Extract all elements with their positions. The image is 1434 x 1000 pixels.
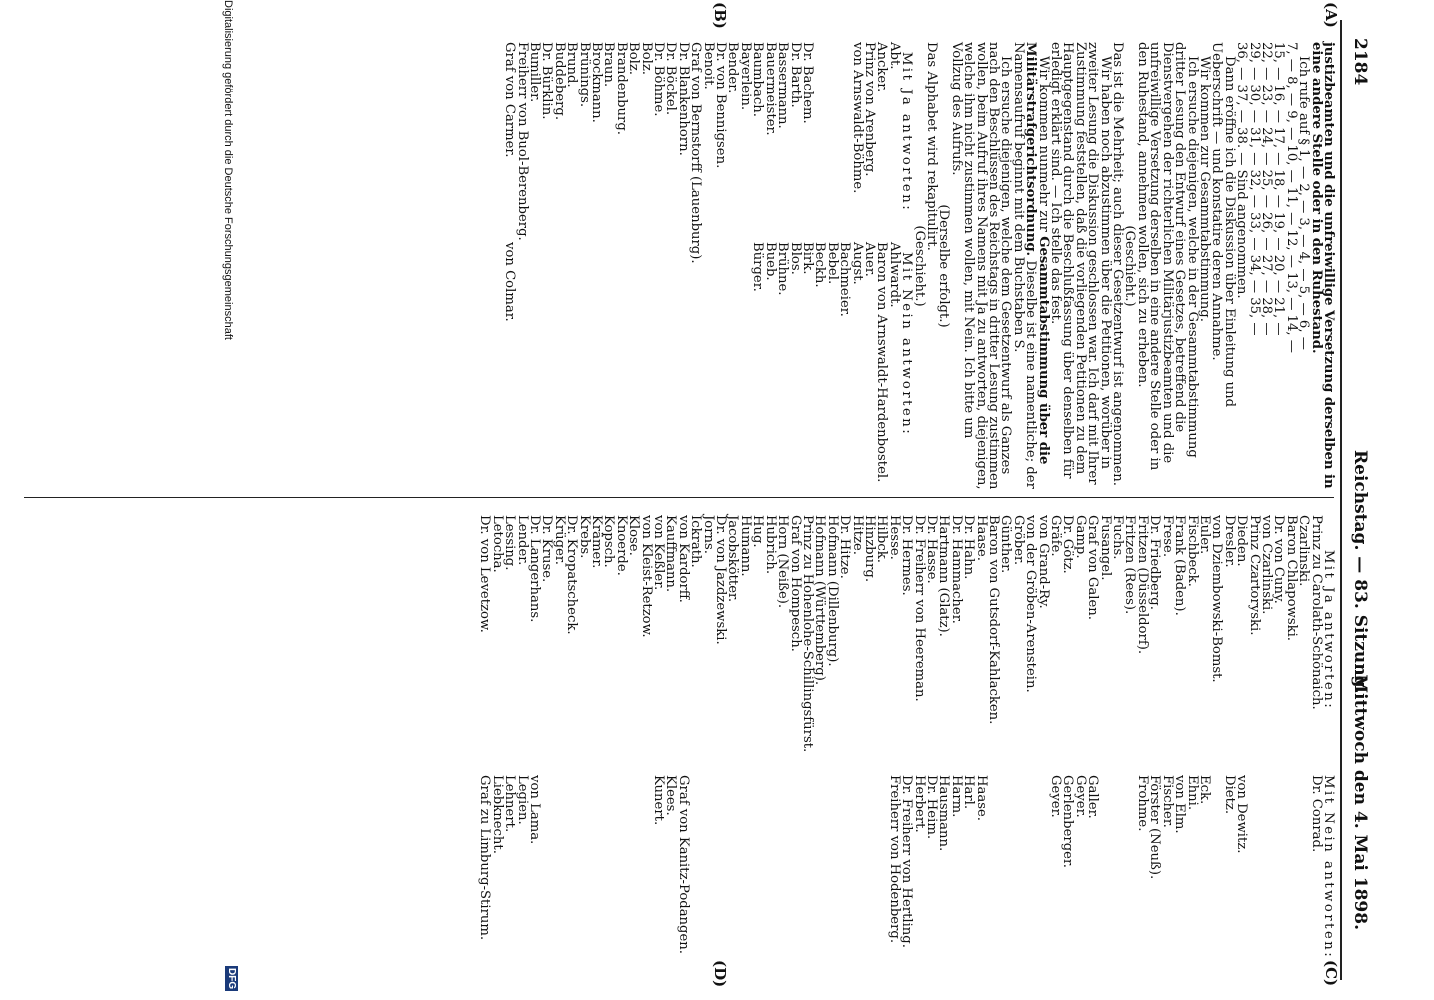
nein-name (664, 242, 676, 482)
nein-name: Eck. (1196, 775, 1212, 805)
ja-name: Bauermeister. (762, 42, 778, 136)
nein-name (590, 745, 602, 775)
ja-name: Dr. Götz. (1060, 515, 1076, 574)
nein-name: Bueb. (762, 242, 778, 281)
vote-row (502, 515, 518, 985)
nein-name (627, 745, 639, 775)
paragraph: (Derselbe erfolgt.) (936, 204, 952, 328)
intro-heading: justizbeamten und die unfreiwillige Versetzung derselben in eine andere Stelle oder in den Ruhestand. (1308, 42, 1336, 489)
nein-name (552, 242, 564, 482)
nein-name (627, 242, 639, 482)
vote-row (1209, 515, 1225, 985)
nein-name: Dietz. (1221, 775, 1237, 815)
vote-row (1060, 515, 1076, 985)
vote-row (1308, 515, 1324, 985)
paragraph: Ich ersuche diejenigen, welche dem Gesetzentwurf als Ganzes nach den Beschlüssen des Reichstags in dritter Lesung zustimmen wollen, beim Aufruf ihres Namens mit Ja zu antworten, diejenigen, welche ihm nicht zustimmen wollen, mit Nein. Ich bitte um Vollzug des Aufrufs. (948, 42, 1014, 490)
vote-lists (503, 42, 900, 490)
vote-row (762, 515, 778, 985)
nein-name (1011, 745, 1023, 775)
ja-name: Dieden. (1234, 515, 1250, 567)
nein-name: Frohme. (1134, 775, 1150, 832)
ja-name: Bayerlein. (737, 42, 753, 111)
margin-letter-b: (B) (711, 2, 729, 29)
vote-row (886, 515, 902, 985)
vote-row (514, 515, 530, 985)
vote-row (986, 515, 1002, 985)
nein-name (676, 242, 688, 482)
page-header (1344, 30, 1372, 970)
ja-name: Ickrath. (688, 515, 704, 568)
nein-name (1098, 745, 1110, 775)
ja-name: Frank (Baden). (1172, 515, 1188, 616)
nein-name (689, 242, 701, 482)
ja-name: von Kardorff. (675, 515, 691, 603)
ja-name: von Dziembowski-Bomst. (1209, 515, 1225, 683)
vote-row (874, 515, 890, 985)
nein-name (1284, 745, 1296, 775)
ja-name: Dr. Freiherr von Heereman. (911, 515, 927, 702)
vote-row (1085, 515, 1101, 985)
ja-name: von Kleist-Retzow. (638, 515, 654, 638)
paragraph: (Geschieht.) (911, 225, 927, 307)
vote-row (700, 515, 716, 985)
ja-name: Jacobskötter. (725, 515, 741, 603)
nein-name: von Colmar. (502, 242, 518, 322)
vote-row (739, 515, 751, 985)
nein-name (1210, 745, 1222, 775)
nein-name (739, 242, 751, 482)
ja-name: Freiherr von Buol-Berenberg. (514, 42, 530, 241)
ja-name: Prinz von Arenberg. (861, 42, 877, 177)
paragraph: Dann eröffne ich die Diskussion über Einleitung und Ueberschrift — und konstatire deren Annahme. (1209, 42, 1237, 408)
vote-row (911, 515, 927, 985)
nein-name: Förster (Neuß). (1147, 775, 1163, 880)
ja-name: Humann. (737, 515, 753, 577)
vote-row (1122, 515, 1138, 985)
para-line: 7, — 8, — 9, — 10, — 11, — 12, — 13, — 14, — (1283, 42, 1299, 353)
ja-name: Euler. (1196, 515, 1212, 555)
column-rule (24, 497, 1334, 498)
ja-name: von Czarlinski. (1258, 515, 1274, 615)
nein-name: von Dewitz. (1234, 775, 1250, 854)
nein-name (987, 745, 999, 775)
nein-name (577, 242, 589, 482)
vote-row (948, 515, 964, 985)
ja-name: Dr. Hermes. (899, 515, 915, 596)
ja-name: Abt. (886, 42, 902, 70)
nein-name (540, 242, 552, 482)
ja-name: Hilbck. (874, 515, 890, 563)
nein-name (801, 745, 813, 775)
nein-name (726, 745, 738, 775)
ja-name: Hesse. (886, 515, 902, 560)
ja-name: Prinz zu Hohenlohe-Schillingsfürst. (799, 515, 815, 753)
vote-row (1072, 515, 1088, 985)
ja-name: Brund. (564, 42, 580, 88)
vote-row (528, 515, 540, 985)
vote-row (750, 515, 766, 985)
text-run-bold: Gesammtabstimmung über die Militärstrafgerichtsordnung. (1023, 42, 1051, 465)
vote-rows (477, 515, 1324, 988)
nein-name: Bürger. (750, 242, 766, 292)
nein-name: Galler. (1085, 775, 1101, 819)
vote-row (576, 515, 592, 985)
ja-name: Prinz Czartoryski. (1246, 515, 1262, 636)
ja-name: Kauffmann. (663, 515, 679, 593)
ja-name: Dr. von Levetzow. (477, 515, 493, 633)
ja-name: Fischbeck. (1184, 515, 1200, 587)
ja-name: Bender. (725, 42, 741, 94)
ja-name: Krebs. (576, 515, 592, 559)
nein-name: Beckh. (812, 242, 828, 288)
ja-name: Fusangel. (1097, 515, 1113, 581)
footer-text: Digitalisierung gefördert durch die Deutsche Forschungsgemeinschaft (222, 0, 234, 340)
nein-name (875, 745, 887, 775)
page-number: 2184 (1350, 38, 1370, 86)
nein-name: Klees. (663, 775, 679, 816)
ja-name: Graf von Galen. (1085, 515, 1101, 620)
ja-name: Jorns. (700, 515, 716, 554)
ja-name: Benoit. (700, 42, 716, 90)
ja-heading: Mit Ja antworten: (1321, 549, 1336, 711)
dfg-logo: DFG (226, 968, 237, 990)
ja-name: Lender. (514, 515, 530, 566)
nein-name: Liebknecht. (489, 775, 505, 854)
nein-name (1111, 745, 1123, 775)
ja-name: Bolz. (626, 42, 642, 75)
nein-name (739, 745, 751, 775)
nein-name: Herbert. (911, 775, 927, 833)
nein-name (751, 745, 763, 775)
para-line: 36, — 37, — 38. — Sind angenommen. (1234, 42, 1250, 299)
ja-name: Dr. von Cuny. (1271, 515, 1287, 604)
ja-name: Fritzen (Rees). (1122, 515, 1138, 615)
nein-name (540, 745, 552, 775)
nein-name (1297, 745, 1309, 775)
footer (222, 0, 237, 1000)
ja-name: Braun. (601, 42, 617, 88)
paragraph: Das Alphabet wird rekapitulirt. (924, 42, 939, 251)
vote-row (1246, 515, 1262, 985)
ja-name: Brockmann. (589, 42, 605, 123)
nein-name (714, 242, 726, 482)
nein-name: Auer. (861, 242, 877, 277)
nein-name: von Lama. (527, 775, 542, 845)
nein-heading: Mit Nein antworten: (1321, 775, 1336, 960)
nein-name (1247, 745, 1259, 775)
ja-name: Brünings. (576, 42, 592, 108)
nein-name: Fischer. (1159, 775, 1175, 828)
vote-row (638, 515, 654, 985)
vote-row (936, 515, 952, 985)
ja-name: Bolz. (638, 42, 654, 75)
vote-row (1035, 515, 1051, 985)
left-column (503, 42, 1334, 490)
ja-name: Bassermann. (775, 42, 791, 129)
nein-name: Graf zu Limburg-Stirum. (477, 775, 493, 941)
nein-name (726, 242, 738, 482)
margin-letter-a: (A) (1322, 2, 1340, 28)
nein-name (1260, 745, 1272, 775)
vote-row (1136, 515, 1148, 985)
ja-name: Brandenburg. (613, 42, 629, 135)
vote-row (824, 515, 840, 985)
ja-name: Hofmann (Württemberg). (812, 515, 828, 686)
nein-name: Bachmeier. (837, 242, 853, 317)
ja-name: Krüger. (551, 515, 567, 565)
ja-name: von Grand-Ry. (1035, 515, 1051, 609)
vote-row (1110, 515, 1126, 985)
vote-row (775, 515, 791, 985)
ja-heading: Mit Ja antworten: (899, 51, 915, 213)
nein-name (639, 242, 651, 482)
paragraph: Wir haben noch abzustimmen über die Petitionen, worüber in zweiter Lesung die Diskussion geschlossen war. Ich darf mit Ihrer Zustimmung feststellen, daß die vorliegenden Petitionen zu dem Hauptgegenstand durch die Beschlußfassung über denselben für erledigt erklärt sind. — Ich stelle das fest. (1048, 42, 1113, 485)
ja-name: von Keßler. (651, 515, 667, 591)
ja-name: Czarlinski. (1296, 515, 1312, 587)
vote-row (713, 515, 729, 985)
ja-name: Frese. (1159, 515, 1175, 558)
nein-name (689, 745, 701, 775)
nein-name (614, 745, 626, 775)
ja-name: Hitze. (849, 515, 865, 555)
ja-name: Hofmann (Dillenburg). (824, 515, 840, 667)
paragraph: (Geschieht.) (1122, 225, 1138, 307)
vote-row (626, 515, 642, 985)
ja-name: Baumbach. (750, 42, 766, 117)
nein-name (602, 242, 614, 482)
nein-name: Dr. Heim. (924, 775, 939, 840)
session-title: Reichstag. — 83. Sitzung. (1350, 450, 1370, 694)
ja-name: Prinz zu Carolath-Schönaich. (1308, 515, 1324, 710)
nein-name (701, 745, 713, 775)
vote-row (477, 515, 493, 985)
ja-name: Letocha. (489, 515, 505, 573)
ja-name: Hinzburg. (861, 515, 877, 583)
nein-name: Geyer. (1072, 775, 1088, 818)
vote-row (849, 515, 865, 985)
ja-name: von Arnswaldt-Böhme. (849, 42, 865, 194)
vote-row (675, 515, 691, 985)
nein-name (863, 745, 875, 775)
ja-name: Kopsch. (601, 515, 617, 568)
nein-name (788, 745, 800, 775)
margin-letter-c: (C) (1322, 960, 1340, 987)
nein-name: Gerlenberger. (1060, 775, 1076, 869)
nein-name (577, 745, 589, 775)
nein-list (503, 222, 900, 482)
paragraph: Wir kommen zur Gesammtabstimmung. (1196, 56, 1212, 322)
vote-row (589, 515, 605, 985)
margin-letter-d: (D) (711, 960, 729, 988)
ja-name: Haase. (973, 515, 989, 561)
nein-name (850, 745, 862, 775)
nein-name (590, 242, 602, 482)
ja-name: Dr. Bürklin. (539, 42, 555, 120)
nein-name: Geyer. (1048, 775, 1064, 818)
header-rule (1340, 20, 1342, 980)
nein-name: Lehnert. (502, 775, 518, 833)
ja-name: Dr. Blankenhorn. (675, 42, 691, 156)
ja-name: Dr. von Jazdzewski. (713, 515, 729, 645)
vote-row (613, 515, 629, 985)
para-line: 15, — 16, — 17, — 18, — 19, — 20, — 21, — (1271, 42, 1287, 336)
vote-row (489, 515, 505, 985)
ja-name: Gröber. (1010, 515, 1026, 566)
nein-name (1036, 745, 1048, 775)
paragraph: Ich ersuche diejenigen, welche in der Gesammtabstimmung dritter Lesung den Entwurf eines Gesetzes, betreffend die Dienstvergehen der richterlichen Militärjustizbeamten und die unfreiwillige Versetzung derselben in eine andere Stelle oder in den Ruhestand, annehmen wollen, sich zu erheben. (1134, 42, 1200, 471)
vote-row (1234, 515, 1250, 985)
vote-row (601, 515, 617, 985)
ja-name: Buddeberg. (551, 42, 567, 121)
nein-name (602, 745, 614, 775)
nein-name: Kunert. (651, 775, 667, 826)
vote-row (551, 515, 567, 985)
vote-row (564, 515, 580, 985)
ja-name: Lessing. (502, 515, 518, 571)
right-column (477, 515, 1336, 988)
nein-name: Graf von Kanitz-Podangen. (675, 775, 691, 954)
vote-row (1283, 515, 1299, 985)
ja-name: Bumiller. (527, 42, 542, 103)
nein-name (1024, 745, 1036, 775)
nein-name (776, 745, 788, 775)
vote-row (863, 515, 875, 985)
para-line: 29, — 30, — 31, — 32, — 33, — 34, — 35, — (1246, 42, 1262, 336)
nein-heading: Mit Nein antworten: (899, 252, 915, 437)
text-run: Wir kommen nunmehr zur (1035, 56, 1051, 237)
ja-name: Klose. (626, 515, 642, 556)
nein-name: Legien. (514, 775, 530, 825)
ja-name: Graf von Carmer. (502, 42, 518, 158)
nein-name (652, 242, 664, 482)
ja-name: Gamp. (1072, 515, 1088, 559)
nein-name (714, 745, 726, 775)
ja-name: von der Gröben-Arenstein. (1023, 515, 1039, 693)
nein-name (565, 745, 577, 775)
ja-name: Dr. Bachem. (799, 42, 815, 124)
ja-name (825, 42, 837, 222)
ja-name: Fritzen (Düsseldorf). (1134, 515, 1150, 655)
vote-row (1023, 515, 1039, 985)
vote-row (1159, 515, 1175, 985)
vote-row (973, 515, 989, 985)
vote-row (1172, 515, 1188, 985)
ja-name: Hug. (750, 515, 766, 548)
vote-row (1221, 515, 1237, 985)
ja-name: Günther. (998, 515, 1014, 574)
ja-name: Dr. Böckel. (663, 42, 679, 116)
ja-name: Dr. Hahn. (961, 515, 977, 580)
ja-name (838, 42, 850, 222)
ja-name: Dresler. (1221, 515, 1237, 568)
nein-name: Birk. (799, 242, 815, 275)
vote-row (1097, 515, 1113, 985)
ja-name: Graf von Hompesch. (787, 515, 803, 652)
ja-name: Dr. Hasse. (924, 515, 939, 584)
text-run: Dieselbe ist eine namentliche; der Namensaufruf beginnt mit dem Buchstaben S. (1010, 42, 1039, 489)
nein-name (999, 745, 1011, 775)
ja-name: Gräfe. (1048, 515, 1064, 557)
ja-name: Graf von Bernstorff (Lauenburg). (688, 42, 704, 264)
ja-name: Ancker. (874, 42, 890, 93)
ja-name: Fuchs. (1110, 515, 1126, 560)
para-line: 22, — 23, — 24, — 25, — 26, — 27, — 28, — (1258, 42, 1274, 336)
ja-name: Hartmann (Glatz). (936, 515, 952, 637)
paragraph (1010, 42, 1051, 490)
ja-name: Hubrich. (762, 515, 778, 575)
nein-name (838, 745, 850, 775)
paragraph-numbers (1235, 42, 1297, 490)
nein-name (515, 242, 527, 482)
nein-name: Brühne. (775, 242, 791, 296)
nein-name (565, 242, 577, 482)
nein-name: Haase. (973, 775, 989, 821)
nein-name: Bebel. (824, 242, 840, 285)
call-line: Ich rufe auf § 1, — 2, — 3, — 4, — 5, — 6, — (1296, 56, 1312, 350)
ja-name: Knoerde. (613, 515, 629, 576)
nein-name: Harl. (961, 775, 977, 810)
session-date: Mittwoch den 4. Mai 1898. (1350, 674, 1370, 930)
nein-name: Baron von Arnswaldt-Hardenbostel. (874, 242, 890, 483)
nein-name (701, 242, 713, 482)
nein-name: Ahlwardt. (886, 242, 902, 308)
nein-name (528, 242, 540, 482)
ja-name: Dr. Hitze. (837, 515, 853, 579)
ja-name: Dr. Kropatscheck. (564, 515, 580, 635)
nein-name: Dr. Conrad. (1308, 775, 1324, 853)
ja-name: Baron Chlapowski. (1283, 515, 1299, 641)
nein-name: Blos. (787, 242, 803, 275)
nein-name: Harm. (948, 775, 964, 818)
ja-name: Baron von Gutsdorf-Kahlacken. (986, 515, 1002, 725)
nein-name (639, 745, 651, 775)
paragraph: Das ist die Mehrheit; auch dieser Gesetzentwurf ist angenommen. (1110, 42, 1126, 486)
nein-name (1123, 745, 1135, 775)
ja-name: Dr. Langerhans. (527, 515, 542, 623)
nein-name: Hausmann. (936, 775, 952, 852)
ja-name: Dr. Barth. (787, 42, 803, 108)
nein-name (763, 745, 775, 775)
ja-name: Dr. Hammacher. (948, 515, 964, 624)
ja-name: Dr. von Bennigsen. (713, 42, 729, 169)
ja-name: Dr. Friedberg. (1147, 515, 1163, 610)
nein-name: Augst. (849, 242, 865, 285)
nein-name: Dr. Freiherr von Hertling. (899, 775, 915, 948)
nein-name (1272, 745, 1284, 775)
ja-name: Dr. Kruse. (539, 515, 555, 583)
ja-name: Krämer. (589, 515, 605, 569)
ja-name: Dr. Böhme. (651, 42, 667, 117)
nein-name: Ehni. (1184, 775, 1200, 811)
nein-name: von Elm. (1172, 775, 1188, 834)
nein-name (825, 745, 837, 775)
nein-name (614, 242, 626, 482)
nein-name (552, 745, 564, 775)
ja-name: Horn (Neiße). (775, 515, 791, 609)
vote-row (1010, 515, 1026, 985)
nein-name: Freiherr von Hodenberg. (886, 775, 902, 944)
